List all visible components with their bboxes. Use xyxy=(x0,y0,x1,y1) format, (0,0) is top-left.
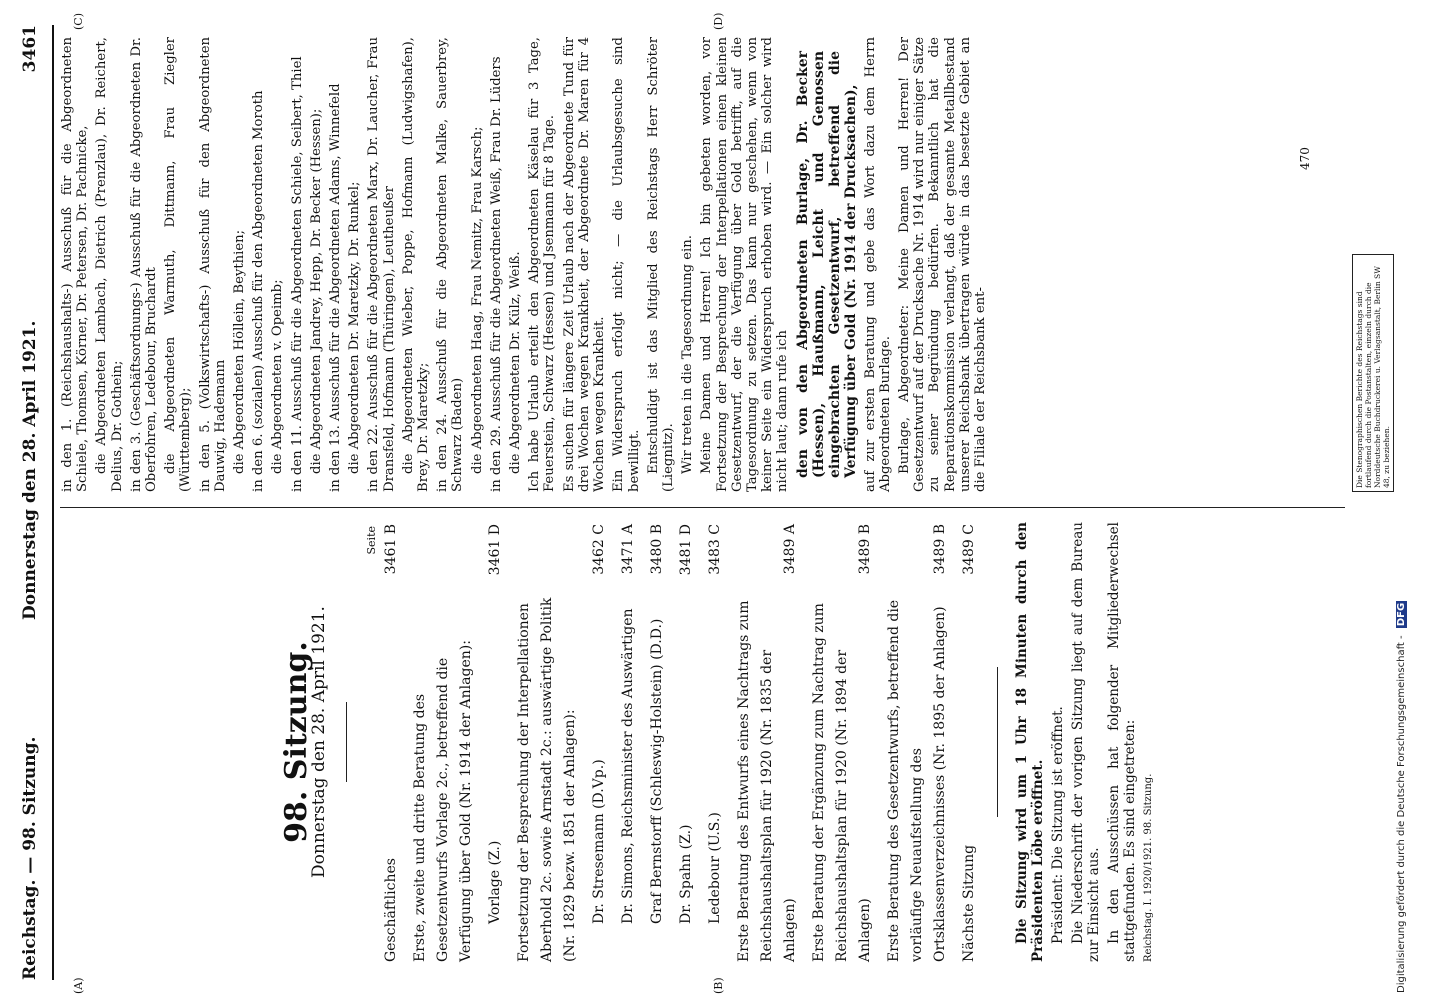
header-page-number: 3461 xyxy=(20,25,40,73)
margin-letter-d: (D) xyxy=(712,12,725,30)
toc-item: Nächste Sitzung 3489 C xyxy=(960,524,977,962)
text-paragraph: in den 11. Ausschuß für die Abgeordneten Schiele, Seibert, Thiel xyxy=(289,56,305,492)
text-paragraph: in den 29. Ausschuß für die Abgeordneten Weiß, Frau Dr. Lüders xyxy=(488,56,504,492)
session-title: 98. Sitzung. xyxy=(279,641,314,843)
text-paragraph: die Abgeordneten Lambach, Dietrich (Prenzlau), Dr. Reichert, Delius, Dr. Gothein; xyxy=(94,37,125,492)
header-left: Reichstag. — 98. Sitzung. xyxy=(20,736,40,980)
minutes-notice: Die Niederschrift der vorigen Sitzung liegt auf dem Bureau zur Einsicht aus. xyxy=(1069,522,1102,962)
president-statement: Präsident: Die Sitzung ist eröffnet. xyxy=(1049,706,1066,944)
header-date: Donnerstag den 28. April 1921. xyxy=(20,320,40,620)
text-paragraph: Ein Widerspruch erfolgt nicht; — die Urlaubsgesuche sind bewilligt. xyxy=(611,37,642,492)
toc-item: Vorlage (Z.) 3461 D xyxy=(486,524,503,924)
dfg-logo: DFG xyxy=(1396,602,1407,627)
text-paragraph: die Abgeordneten Warmuth, Dittmann, Frau Ziegler (Württemberg); xyxy=(163,37,194,492)
bill-title: den von den Abgeordneten Burlage, Dr. Becker (Hessen), Haußmann, Leicht und Genossen eingebrachten Gesetzentwurf, betreffend die Verfügung über Gold (Nr. 1914 der Drucksachen), xyxy=(794,51,859,478)
margin-letter-a: (A) xyxy=(72,977,85,994)
toc-item: Dr. Simons, Reichsminister des Auswärtigen 3471 A xyxy=(619,524,636,924)
sheet-number: 470 xyxy=(1298,147,1312,170)
credit-text: Digitalisierung gefördert durch die Deutsche Forschungsgemeinschaft - xyxy=(1396,635,1407,993)
toc-item: Graf Bernstorff (Schleswig-Holstein) (D.D.) 3480 B xyxy=(648,524,665,924)
text-paragraph: die Abgeordneten Wieber, Poppe, Hofmann (Ludwigshafen), Brey, Dr. Maretzky; xyxy=(400,37,432,492)
toc-item: Geschäftliches 3461 B xyxy=(382,524,399,962)
text-paragraph: in den 6. (sozialen) Ausschuß für den Abgeordneten Moroth xyxy=(251,90,267,492)
toc-item: Fortsetzung der Besprechung der Interpellationen Aberhold 2c. sowie Arnstadt 2c.: auswärtige Politik (Nr. 1829 bezw. 1851 der Anlagen): xyxy=(515,597,578,962)
title-rule xyxy=(346,702,347,782)
text-paragraph: in den 22. Ausschuß für die Abgeordneten Marx, Dr. Laucher, Frau Dransfeld, Hofmann (Thüringen), Leutheußer xyxy=(366,37,397,492)
digitization-credit xyxy=(1396,8,1418,993)
footline: Reichstag. I. 1920/1921. 98. Sitzung. xyxy=(1142,773,1154,962)
right-column xyxy=(60,37,992,492)
toc-item: Erste Beratung der Ergänzung zum Nachtrag zum Reichshaushaltsplan für 1920 (Nr. 1894 der Anlagen) 3489 B xyxy=(810,524,873,962)
margin-letter-c: (C) xyxy=(72,13,85,30)
toc-item: Erste Beratung des Gesetzentwurfs, betreffend die vorläufige Neuaufstellung des Ortsklassenverzeichnisses (Nr. 1895 der Anlagen) 3489 B xyxy=(885,524,948,962)
session-date: Donnerstag den 28. April 1921. xyxy=(309,606,330,878)
text-paragraph: Wir treten in die Tagesordnung ein. xyxy=(680,235,696,474)
text-paragraph: die Abgeordneten Jandrey, Hepp, Dr. Becker (Hessen); xyxy=(308,108,324,474)
header-rule xyxy=(52,25,54,980)
seite-label: Seite xyxy=(365,526,379,555)
text-paragraph: die Abgeordneten v. Opeimb; xyxy=(270,279,286,474)
toc-item: Erste, zweite und dritte Beratung des Gesetzentwurfs Vorlage 2c., betreffend die Verfügung über Gold (Nr. 1914 der Anlagen): xyxy=(411,640,474,962)
text-paragraph: die Abgeordneten Haag, Frau Nemitz, Frau Karsch; xyxy=(469,126,485,474)
text-paragraph: Entschuldigt ist das Mitglied des Reichstags Herr Schröter (Liegnitz). xyxy=(645,37,676,492)
committee-change-intro: In den Ausschüssen hat folgender Mitgliederwechsel stattgefunden. Es sind eingetreten: xyxy=(1105,522,1138,962)
toc-item: Ledebour (U.S.) 3483 C xyxy=(706,524,723,924)
text-paragraph: die Abgeordneten Dr. Külz, Weiß. xyxy=(508,251,524,474)
text-paragraph: die Abgeordneten Dr. Maretzky, Dr. Runkel; xyxy=(347,181,363,474)
column-divider xyxy=(60,507,1345,508)
text-paragraph: in den 3. (Geschäftsordnungs-) Ausschuß für die Abgeordneten Dr. Oberfohren, Ledebour, Bruchardt xyxy=(128,37,160,492)
text-paragraph: in den 13. Ausschuß für die Abgeordneten Adams, Winnefeld xyxy=(328,83,344,492)
text-paragraph: Ich habe Urlaub erteilt den Abgeordneten Käselau für 3 Tage, Feuerstein, Schwarz (Hessen) und Jsenmann für 8 Tage. xyxy=(527,37,558,492)
section-rule xyxy=(997,667,998,817)
opening-statement: Die Sitzung wird um 1 Uhr 18 Minuten durch den Präsidenten Löbe eröffnet. xyxy=(1013,522,1046,962)
left-column xyxy=(60,522,1160,962)
text-paragraph: in den 5. (Volkswirtschafts-) Ausschuß für den Abgeordneten Dauwig, Hademann xyxy=(197,37,228,492)
toc-item: Dr. Spahn (Z.) 3481 D xyxy=(677,524,694,924)
text-paragraph: in den 1. (Reichshaushalts-) Ausschuß für die Abgeordneten Schiele, Thomsen, Körner, Dr. Petersen, Dr. Pachnicke, xyxy=(60,37,91,492)
footnote-box: Die Stenographischen Berichte des Reichstags sind fortlaufend durch die Postanstalten, einzeln durch die Norddeutsche Buchdruckerei u. Verlagsanstalt, Berlin SW 48, zu beziehen. xyxy=(1352,254,1394,492)
text-paragraph: die Abgeordneten Höllein, Beythien; xyxy=(232,229,248,474)
text-paragraph: in den 24. Ausschuß für die Abgeordneten Malke, Sauerbrey, Schwarz (Baden) xyxy=(435,37,466,492)
table-of-contents xyxy=(365,522,980,962)
speaker-paragraph: Burlage, Abgeordneter: Meine Damen und Herren! Der Gesetzentwurf auf der Drucksache Nr. 1914 wird nur einiger Sätze zu seiner Begründung bedürfen. Bekanntlich hat die Reparationskommission verlangt, daß der gesamte Metallbestand unserer Reichsbank übertragen würde in das besetzte Gebiet an die Filiale der Reichsbank ent- xyxy=(896,37,988,492)
text-paragraph: auf zur ersten Beratung und gebe das Wort dazu dem Herrn Abgeordneten Burlage. xyxy=(862,37,893,492)
toc-item: Dr. Stresemann (D.Vp.) 3462 C xyxy=(590,524,607,924)
text-paragraph: Meine Damen und Herren! Ich bin gebeten worden, vor Fortsetzung der Besprechung der Interpellationen einen kleinen Gesetzentwurf, der die Verfügung über Gold betrifft, auf die Tagesordnung zu setzen. Das kann nur geschehen, wenn von keiner Seite ein Widerspruch erhoben wird. — Ein solcher wird nicht laut; dann rufe ich xyxy=(699,37,791,492)
text-paragraph: Es suchen für längere Zeit Urlaub nach der Abgeordnete Tund für drei Wochen wegen Krankheit, der Abgeordnete Dr. Maren für 4 Wochen wegen Krankheit. xyxy=(561,37,608,492)
margin-letter-b: (B) xyxy=(712,977,725,994)
toc-item: Erste Beratung des Entwurfs eines Nachtrags zum Reichshaushaltsplan für 1920 (Nr. 1835 der Anlagen) 3489 A xyxy=(735,524,798,962)
running-header xyxy=(14,25,48,980)
